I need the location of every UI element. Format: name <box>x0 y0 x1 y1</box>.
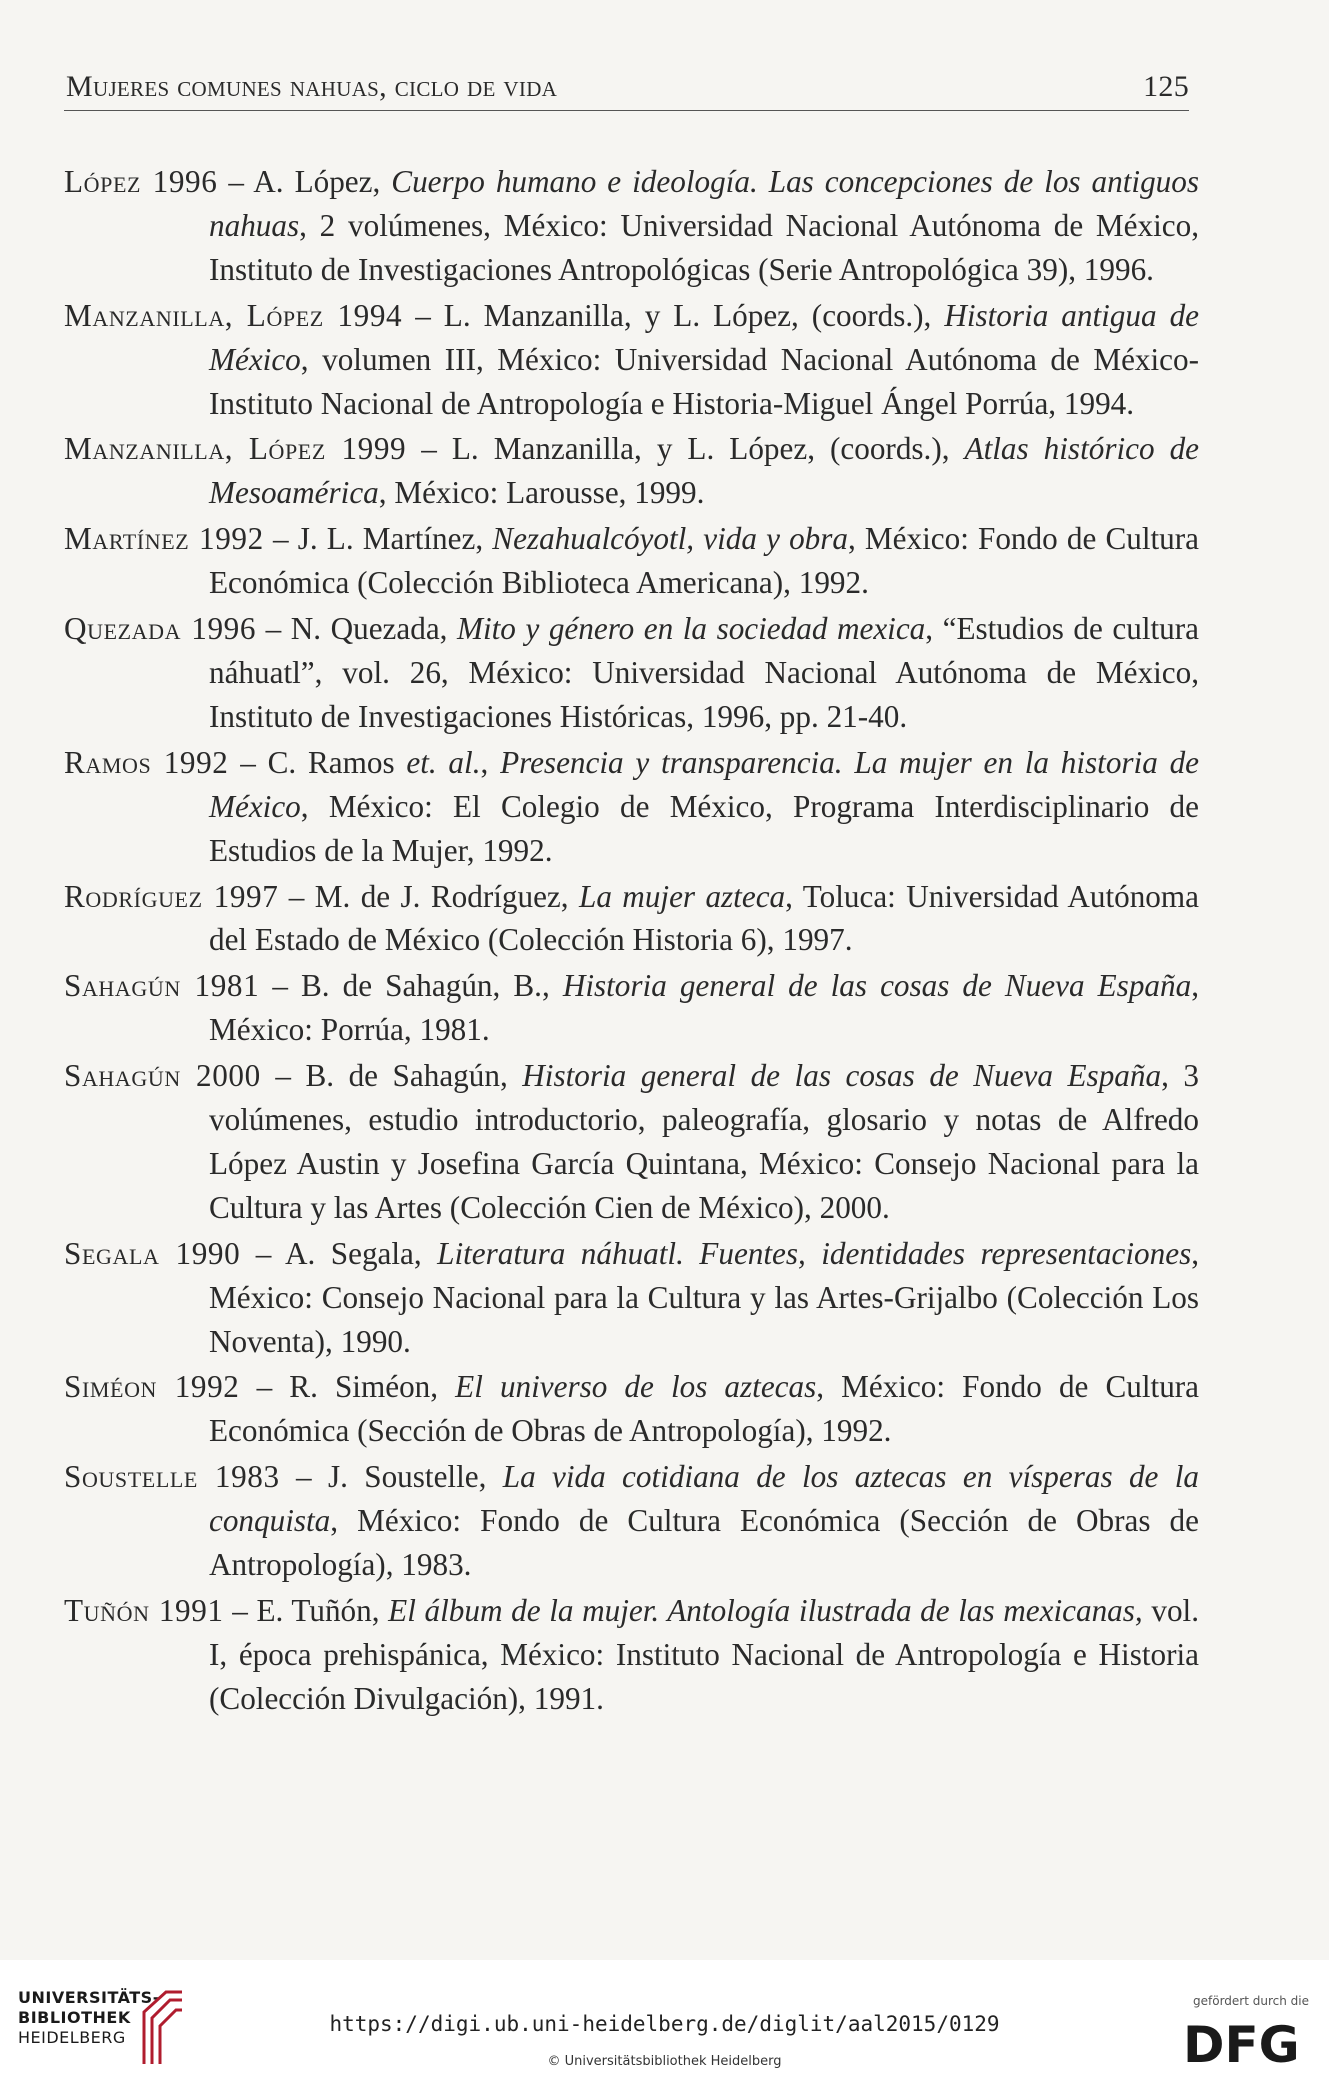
bib-entry <box>64 1365 1199 1453</box>
bib-entry <box>64 160 1199 292</box>
bibliography-list <box>64 160 1199 1723</box>
bib-entry-text: – A. López, <box>217 164 392 199</box>
dfg-logo-text: DFG <box>1183 2016 1300 2070</box>
running-header <box>64 66 1189 111</box>
bib-entry-title: Historia general de las cosas de Nueva España <box>522 1058 1162 1094</box>
bib-entry <box>64 294 1199 426</box>
bib-entry-key: Segala 1990 <box>64 1235 241 1271</box>
bib-entry-key: Sahagún 1981 <box>64 968 260 1004</box>
bib-entry-text: – L. Manzanilla, y L. López, (coords.), <box>402 297 945 333</box>
bib-entry <box>64 875 1199 963</box>
permalink-url[interactable]: https://digi.ub.uni-heidelberg.de/diglit/aal2015/0129 <box>329 2012 1000 2036</box>
bib-entry-text: , <box>480 744 501 780</box>
bib-entry <box>64 427 1199 515</box>
bib-entry <box>64 1455 1199 1587</box>
bib-entry-key: Siméon 1992 <box>64 1369 240 1405</box>
bib-entry-key: Rodríguez 1997 <box>64 878 279 914</box>
dfg-logo <box>1179 2010 1309 2070</box>
bib-entry <box>64 1232 1199 1364</box>
bib-entry-text: , México: Fondo de Cultura Económica (Colección Biblioteca Americana), 1992. <box>209 521 1199 601</box>
bib-entry-text: , México: Porrúa, 1981. <box>209 968 1199 1048</box>
bib-entry-text: , volumen III, México: Universidad Nacional Autónoma de México-Instituto Nacional de Antropología e Historia-Miguel Ángel Porrúa, 1994. <box>209 341 1199 421</box>
bib-entry-key: Soustelle 1983 <box>64 1459 280 1495</box>
library-name-line3: HEIDELBERG <box>18 2028 126 2047</box>
viewer-footer <box>0 1960 1329 2086</box>
bib-entry-title: Atlas histórico de Mesoamérica <box>209 431 1200 511</box>
bib-entry-text: , Toluca: Universidad Autónoma del Estado de México (Colección Historia 6), 1997. <box>209 878 1200 958</box>
copyright-notice: © Universitätsbibliothek Heidelberg <box>547 2054 782 2069</box>
bib-entry-text: – B. de Sahagún, B., <box>259 968 563 1004</box>
bib-entry-text: – B. de Sahagún, <box>260 1058 523 1094</box>
bib-entry-text: , México: Fondo de Cultura Económica (Sección de Obras de Antropología), 1992. <box>209 1369 1200 1449</box>
library-name-line2: BIBLIOTHEK <box>18 2008 131 2027</box>
bib-entry-title: et. al. <box>406 744 481 780</box>
bib-entry-key: Manzanilla, López 1999 <box>64 431 407 467</box>
bib-entry-title: Historia general de las cosas de Nueva España <box>562 968 1192 1004</box>
running-title: Mujeres comunes nahuas, ciclo de vida <box>66 70 558 103</box>
bib-entry-text: , 2 volúmenes, México: Universidad Nacional Autónoma de México, Instituto de Investigaciones Antropológicas (Serie Antropológica 39), 1996. <box>209 207 1199 287</box>
bib-entry-key: Sahagún 2000 <box>64 1058 261 1094</box>
bib-entry-text: , 3 volúmenes, estudio introductorio, paleografía, glosario y notas de Alfredo López Austin y Josefina García Quintana, México: Consejo Nacional para la Cultura y las Artes (Colección Cien de México), 2000. <box>209 1058 1200 1225</box>
bib-entry-text: – M. de J. Rodríguez, <box>278 878 579 914</box>
page-number: 125 <box>1143 70 1189 103</box>
bib-entry-title: La mujer azteca <box>578 878 786 914</box>
bib-entry-text: , “Estudios de cultura náhuatl”, vol. 26, México: Universidad Nacional Autónoma de México, Instituto de Investigaciones Históricas, 1996, pp. 21-40. <box>209 611 1199 734</box>
bib-entry-title: El universo de los aztecas <box>455 1369 817 1405</box>
bib-entry-text: , México: El Colegio de México, Programa Interdisciplinario de Estudios de la Mujer, 1992. <box>209 788 1199 868</box>
bib-entry-text: – J. L. Martínez, <box>263 521 493 557</box>
bib-entry <box>64 964 1199 1052</box>
bib-entry-key: Martínez 1992 <box>64 521 264 557</box>
bib-entry-title: La vida cotidiana de los aztecas en vísperas de la conquista <box>209 1459 1199 1539</box>
bib-entry-key: Quezada 1996 <box>64 611 257 647</box>
bib-entry-title: Cuerpo humano e ideología. Las concepciones de los antiguos nahuas <box>209 164 1199 243</box>
bib-entry-text: – E. Tuñón, <box>223 1593 389 1628</box>
bib-entry-title: Nezahualcóyotl, vida y obra <box>492 521 848 557</box>
library-name-line1: UNIVERSITÄTS- <box>18 1988 160 2007</box>
bib-entry-key: Ramos 1992 <box>64 744 229 780</box>
bib-entry <box>64 607 1199 739</box>
bib-entry-text: – R. Siméon, <box>239 1369 456 1405</box>
bib-entry-key: Tuñón 1991 <box>64 1593 224 1628</box>
bib-entry-key: López 1996 <box>64 164 218 199</box>
bib-entry <box>64 1589 1199 1721</box>
bib-entry <box>64 517 1199 605</box>
bib-entry <box>64 1054 1199 1230</box>
bib-entry-text: vol. I, época prehispánica, México: Instituto Nacional de Antropología e Historia (Colección Divulgación), 1991. <box>209 1593 1200 1716</box>
bib-entry-text: – C. Ramos <box>228 744 407 780</box>
bib-entry-title: Mito y género en la sociedad mexica <box>457 611 926 647</box>
bib-entry-text: , México: Consejo Nacional para la Cultura y las Artes-Grijalbo (Colección Los Noventa), 1990. <box>209 1235 1199 1359</box>
funder-note: gefördert durch die <box>1193 1994 1309 2008</box>
bib-entry-title: Presencia y transparencia. La mujer en la historia de México <box>209 744 1200 824</box>
bib-entry-text: – J. Soustelle, <box>279 1459 503 1495</box>
bib-entry-text: , México: Fondo de Cultura Económica (Sección de Obras de Antropología), 1983. <box>209 1503 1199 1583</box>
bib-entry-title: Literatura náhuatl. Fuentes, identidades representaciones <box>437 1235 1192 1271</box>
bib-entry-key: Manzanilla, López 1994 <box>64 297 403 333</box>
bib-entry-text: , México: Larousse, 1999. <box>378 475 705 511</box>
bib-entry <box>64 741 1199 873</box>
bib-entry-title: El álbum de la mujer. Antología ilustrada de las mexicanas, <box>388 1593 1143 1628</box>
bib-entry-title: Historia antigua de México <box>209 297 1199 377</box>
bib-entry-text: – N. Quezada, <box>256 611 457 647</box>
bib-entry-text: – L. Manzanilla, y L. López, (coords.), <box>406 431 965 467</box>
bib-entry-text: – A. Segala, <box>240 1235 438 1271</box>
